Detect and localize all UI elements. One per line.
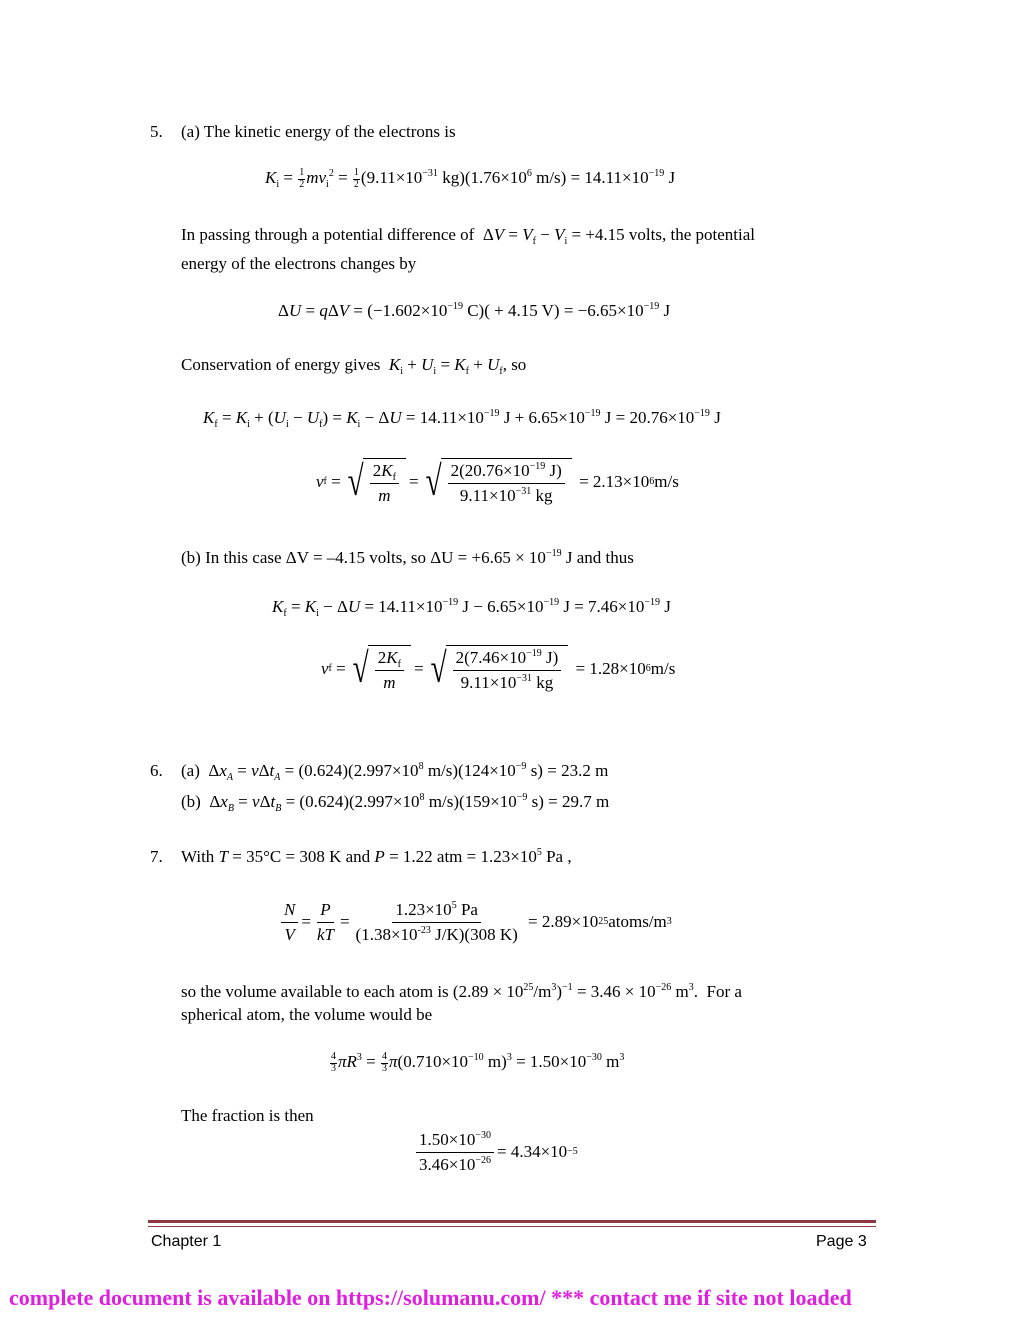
- footer-rule-thin: [148, 1226, 876, 1227]
- problem-7-number: 7.: [150, 847, 163, 866]
- equation-final-speed-a: v f = √ $\frac{2K_f}{m}$ = √ $\frac{2(20.76\times 10^{-19} J)}{9.11\times 10^{-31} kg}$ = 2.13×10 6 m/s: [316, 459, 679, 505]
- volume-per-atom-line2: spherical atom, the volume would be: [181, 1005, 433, 1024]
- equation-number-density: $\frac{N}{V}$ = $\frac{P}{kT}$ = $\frac{1.23\times 10^5 Pa}{(1.38\times 10^{-23} J/K)(308 K)}$ = 2.89×10 25 atoms/m 3: [278, 900, 672, 944]
- potential-difference-line2: energy of the electrons changes by: [181, 254, 417, 273]
- fraction-text: The fraction is then: [181, 1106, 314, 1125]
- equation-initial-kinetic-energy: $K_i$ = $\frac{1}{2}$ $mv_i^2$ = $\frac{1}{2}$ ($9.11\times 10^{-31}$ $kg)(1.76\times 10^6$ $m/s) = 14.11\times 10^{-19}$ J: [265, 167, 676, 190]
- conservation-text: Conservation of energy gives $K_i + U_i = K_f + U_f$, so: [181, 355, 527, 377]
- problem-6b-equation: (b) $\Delta x_B = v\Delta t_B = (0.624)(2.997\times 10^8$ $m/s)(159\times 10^{-9}$ s) = 29.7 m: [181, 792, 610, 814]
- equation-delta-u: $\Delta U = q\Delta V = (-1.602\times 10^{-19}$ C)( + 4.15 $V) = -6.65\times 10^{-19}$ J: [278, 301, 671, 320]
- problem-5-number: 5.: [150, 122, 163, 141]
- problem-6-number: 6.: [150, 761, 163, 780]
- potential-difference-text: In passing through a potential difference of $\Delta V = V_f - V_i = +4.15$ volts, the potential: [181, 225, 756, 247]
- equation-sphere-volume: $\frac{4}{3}$ $\pi R^3$ = $\frac{4}{3}$ $\pi(0.710\times 10^{-10}$ $m)^3 = 1.50\times 10^{-30}$ $m^3$: [331, 1051, 625, 1074]
- footer-chapter: Chapter 1: [151, 1233, 222, 1250]
- equation-fraction: $\frac{1.50\times 10^{-30}}{3.46\times 10^{-26}}$ = 4.34×10 −5: [413, 1130, 578, 1174]
- equation-final-kinetic-energy-b: $K_f = K_i - \Delta U = 14.11\times 10^{-19}$ $J - 6.65\times 10^{-19}$ $J = 7.46\times 10^{-19}$ J: [272, 597, 671, 619]
- footer-page-number: Page 3: [816, 1233, 867, 1250]
- problem-7-conditions: With T = 35°C = 308 K and P = 1.22 atm = $1.23\times 10^5$ Pa ,: [181, 847, 572, 866]
- promo-banner[interactable]: complete document is available on https://solumanu.com/ *** contact me if site not loaded: [9, 1285, 852, 1310]
- footer-rule-thick: [148, 1220, 876, 1223]
- equation-final-kinetic-energy: $K_f = K_i + (U_i - U_f) = K_i - \Delta U = 14.11\times 10^{-19}$ $J + 6.65\times 10^{-19}$ $J = 20.76\times 10^{-19}$ J: [203, 408, 721, 430]
- problem-5a-intro: (a) The kinetic energy of the electrons is: [181, 122, 456, 141]
- equation-final-speed-b: v f = √ $\frac{2K_f}{m}$ = √ $\frac{2(7.46\times 10^{-19} J)}{9.11\times 10^{-31} kg}$ = 1.28×10 6 m/s: [321, 646, 676, 692]
- problem-5b-text: (b) In this case ΔV = –4.15 volts, so $\Delta U = +6.65 \times 10^{-19}$ J and thus: [181, 548, 634, 567]
- problem-6a-equation: (a) $\Delta x_A = v\Delta t_A = (0.624)(2.997\times 10^8$ $m/s)(124\times 10^{-9}$ s) = 23.2 m: [181, 761, 609, 783]
- volume-per-atom-text: so the volume available to each atom is $(2.89 \times 10^{25}/m^3)^{-1} = 3.46 \times 10^{-26}$ $m^3$. For a: [181, 982, 742, 1001]
